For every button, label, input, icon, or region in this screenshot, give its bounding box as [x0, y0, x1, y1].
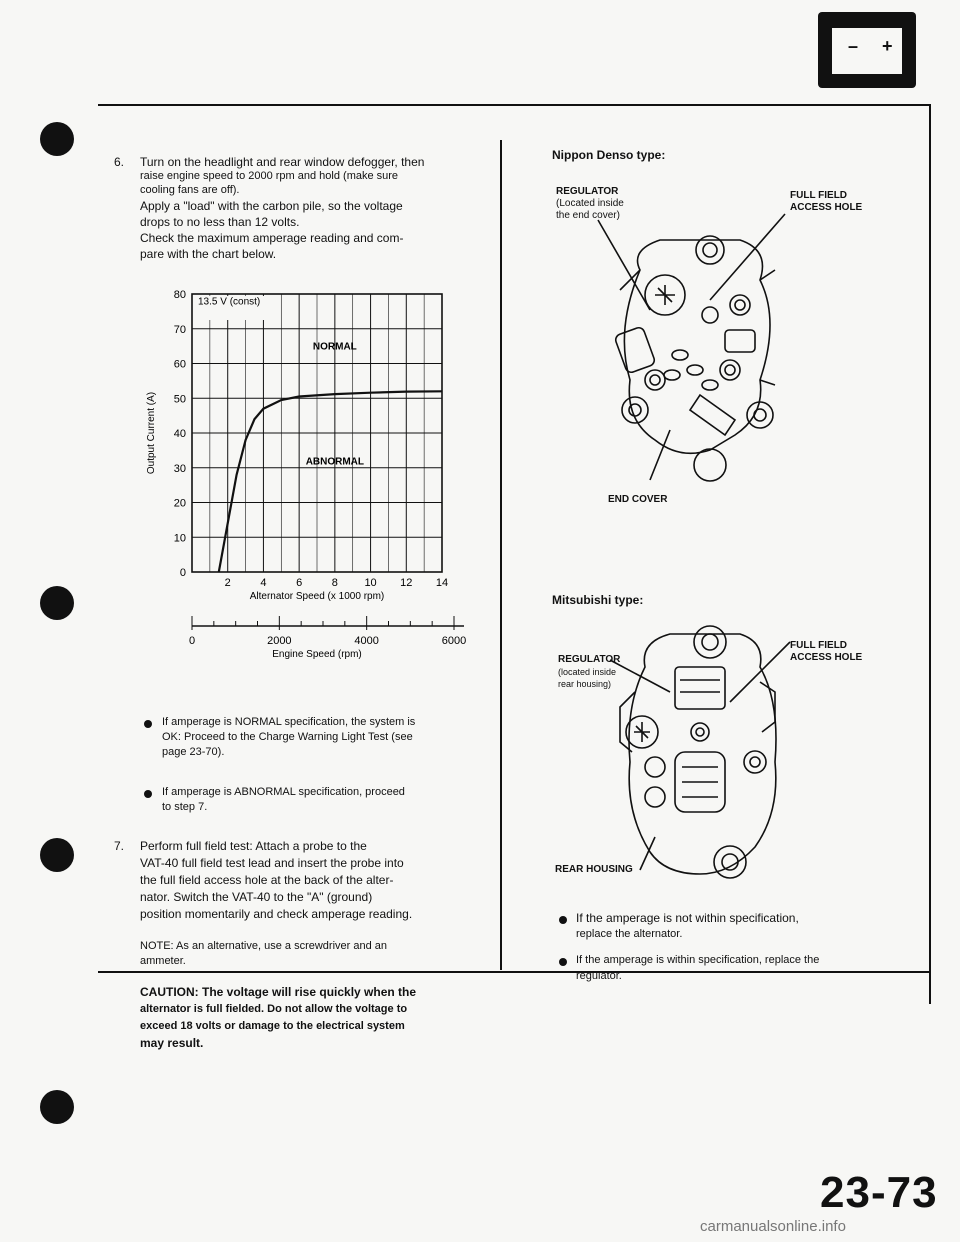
step-6-line: cooling fans are off). — [140, 184, 240, 196]
mitsubishi-title: Mitsubishi type: — [552, 593, 644, 607]
step-6-line: Turn on the headlight and rear window defogger, then — [140, 155, 425, 169]
nippon-denso-title: Nippon Denso type: — [552, 148, 666, 162]
mi-full-field-label: FULL FIELD — [790, 640, 848, 651]
battery-plus: + — [882, 36, 893, 56]
nd-full-field-label: ACCESS HOLE — [790, 202, 863, 213]
step-7-line: the full field access hole at the back of the alter- — [140, 873, 394, 887]
y-axis-label: Output Current (A) — [146, 391, 157, 475]
y-tick-label: 20 — [173, 497, 186, 510]
bullet-replace-regulator-line: regulator. — [576, 970, 622, 982]
mi-regulator-sub: (located inside — [558, 667, 617, 677]
engine-tick-label: 0 — [188, 635, 196, 647]
nd-regulator-label: REGULATOR — [556, 186, 619, 197]
mi-regulator-sub: rear housing) — [558, 679, 612, 689]
y-tick-label: 70 — [173, 323, 186, 336]
engine-axis-label: Engine Speed (rpm) — [272, 649, 362, 660]
x-axis-label: Alternator Speed (x 1000 rpm) — [249, 591, 385, 602]
battery-icon — [818, 12, 916, 88]
step-6-number: 6. — [114, 155, 125, 169]
x-tick-label: 14 — [435, 577, 449, 589]
bullet-dot — [559, 916, 567, 924]
caution-line: CAUTION: The voltage will rise quickly when the — [140, 985, 417, 999]
mitsubishi-alternator-diagram — [580, 612, 810, 892]
step-7-line: nator. Switch the VAT-40 to the "A" (ground) — [140, 890, 373, 904]
x-tick-label: 12 — [400, 577, 413, 589]
step-7-line: VAT-40 full field test lead and insert the probe into — [140, 856, 404, 870]
bullet-dot — [144, 720, 152, 728]
bullet-replace-alternator-line: If the amperage is not within specification, — [576, 911, 799, 925]
annotation-abnormal: ABNORMAL — [305, 456, 365, 468]
bullet-normal-line: page 23-70). — [162, 746, 225, 758]
step-6-line: drops to no less than 12 volts. — [140, 215, 300, 229]
bullet-replace-regulator-line: If the amperage is within specification, replace the — [576, 954, 820, 966]
bullet-abnormal-line: If amperage is ABNORMAL specification, proceed — [162, 786, 405, 798]
annotation-voltage: 13.5 V (const) — [198, 296, 261, 308]
page-number: 23-73 — [820, 1168, 938, 1217]
nd-regulator-sub: (Located inside — [556, 198, 624, 209]
y-tick-label: 80 — [173, 289, 186, 301]
note-line: ammeter. — [140, 955, 186, 967]
x-tick-label: 2 — [224, 577, 231, 589]
binder-hole-3 — [40, 838, 74, 872]
step-6-line: pare with the chart below. — [140, 247, 277, 261]
bullet-dot — [144, 790, 152, 798]
bullet-replace-alternator-line: replace the alternator. — [576, 928, 683, 940]
mi-regulator-label: REGULATOR — [558, 654, 621, 665]
engine-tick-label: 2000 — [267, 635, 292, 647]
bullet-abnormal-line: to step 7. — [162, 801, 208, 813]
caution-line: alternator is full fielded. Do not allow the voltage to — [140, 1003, 408, 1015]
bullet-normal-line: If amperage is NORMAL specification, the system is — [162, 716, 416, 728]
mi-rear-housing-label: REAR HOUSING — [555, 864, 633, 875]
bullet-dot — [559, 958, 567, 966]
frame-right-line — [929, 104, 931, 1004]
binder-hole-4 — [40, 1090, 74, 1124]
y-tick-label: 30 — [173, 462, 186, 475]
binder-hole-1 — [40, 122, 74, 156]
frame-top-line — [98, 104, 930, 106]
frame-bottom-line — [98, 971, 930, 973]
x-tick-label: 6 — [296, 577, 303, 589]
x-tick-label: 8 — [331, 577, 338, 589]
series-line — [219, 391, 442, 572]
engine-tick-label: 6000 — [441, 635, 467, 647]
y-tick-label: 40 — [173, 428, 186, 440]
nd-full-field-label: FULL FIELD — [790, 190, 848, 201]
watermark: carmanualsonline.info — [700, 1218, 846, 1235]
nd-regulator-sub: the end cover) — [556, 210, 620, 221]
nippon-denso-alternator-diagram — [560, 210, 820, 500]
amperage-chart — [130, 278, 470, 668]
step-6-line: Apply a "load" with the carbon pile, so the voltage — [140, 199, 403, 213]
step-6-line: raise engine speed to 2000 rpm and hold (make sure — [140, 170, 399, 182]
y-tick-label: 10 — [173, 532, 186, 545]
x-tick-label: 4 — [260, 577, 267, 589]
step-7-number: 7. — [114, 839, 125, 853]
y-tick-label: 60 — [173, 358, 186, 371]
x-tick-label: 10 — [364, 577, 377, 589]
annotation-normal: NORMAL — [312, 341, 357, 353]
mi-full-field-label: ACCESS HOLE — [790, 652, 863, 663]
step-6-line: Check the maximum amperage reading and com- — [140, 231, 404, 245]
engine-tick-label: 4000 — [354, 635, 379, 647]
binder-hole-2 — [40, 586, 74, 620]
step-7-line: Perform full field test: Attach a probe to the — [140, 839, 367, 853]
column-divider — [500, 140, 502, 970]
step-7-line: position momentarily and check amperage reading. — [140, 907, 413, 921]
battery-minus: – — [848, 36, 859, 56]
caution-line: exceed 18 volts or damage to the electrical system — [140, 1020, 405, 1032]
note-line: NOTE: As an alternative, use a screwdriver and an — [140, 940, 388, 952]
y-tick-label: 0 — [179, 567, 186, 579]
nd-end-cover-label: END COVER — [608, 494, 668, 505]
y-tick-label: 50 — [173, 393, 186, 406]
caution-line: may result. — [140, 1036, 204, 1050]
bullet-normal-line: OK: Proceed to the Charge Warning Light Test (see — [162, 731, 413, 743]
